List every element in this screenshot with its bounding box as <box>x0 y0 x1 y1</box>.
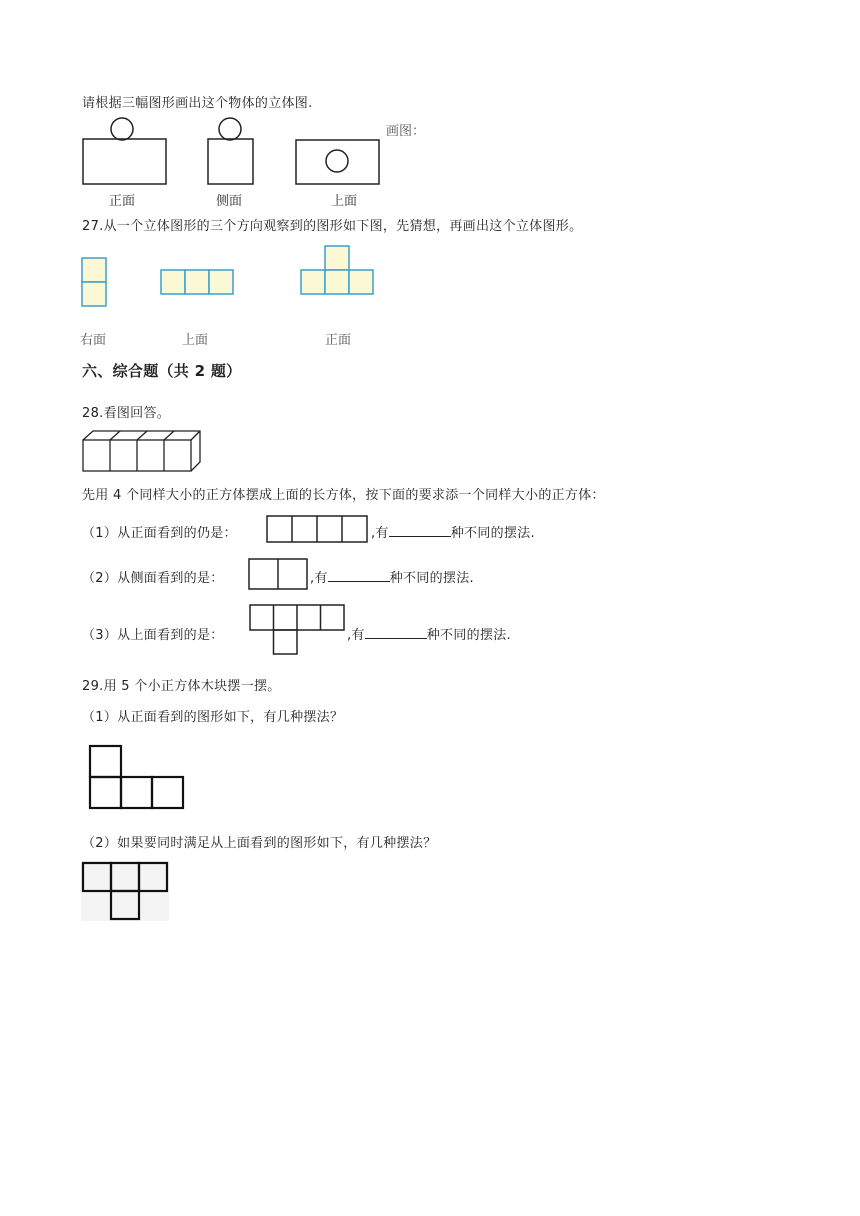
q28-item3-answer-line <box>347 624 511 643</box>
q28-item2-prefix: （2）从侧面看到的是： <box>82 571 224 586</box>
q28-item1-prefix: （1）从正面看到的仍是： <box>82 526 237 541</box>
q26-front-view-figure <box>80 116 172 188</box>
q27-front-label: 正面 <box>325 333 352 348</box>
q27-prompt: 27.从一个立体图形的三个方向观察到的图形如下图，先猜想，再画出这个立体图形。 <box>82 219 583 234</box>
q27-right-label: 右面 <box>80 333 107 348</box>
q28-item1-answer-line <box>371 522 535 541</box>
q28-item3-blank[interactable] <box>365 625 427 639</box>
q28-item2-suffix: 种不同的摆法. <box>389 571 474 586</box>
q28-title: 28.看图回答。 <box>82 406 171 421</box>
q29-front-view-figure <box>88 744 186 810</box>
q26-side-label: 侧面 <box>216 194 243 209</box>
q26-prompt: 请根据三幅图形画出这个物体的立体图. <box>82 96 313 111</box>
q27-top-view-figure <box>159 268 239 298</box>
q28-item1-blank[interactable] <box>389 523 451 537</box>
q29-sub2: （2）如果要同时满足从上面看到的图形如下，有几种摆法？ <box>82 836 437 851</box>
q28-item1-mid: ,有 <box>371 526 389 541</box>
q26-front-label: 正面 <box>109 194 136 209</box>
q28-item1-suffix: 种不同的摆法. <box>450 526 535 541</box>
q28-item3-mid: ,有 <box>347 628 365 643</box>
q28-item2-mid: ,有 <box>310 571 328 586</box>
q26-side-view-figure <box>205 116 261 188</box>
q28-item2-blank[interactable] <box>328 568 390 582</box>
q29-top-view-figure <box>81 861 169 921</box>
q28-cuboid-figure <box>82 430 204 474</box>
q28-item2-side-figure <box>248 558 310 592</box>
section6-title: 六、综合题（共 2 题） <box>82 362 242 380</box>
q28-item3-top-figure <box>249 604 347 656</box>
q26-draw-label: 画图： <box>386 124 426 139</box>
q26-top-label: 上面 <box>331 194 358 209</box>
q27-right-view-figure <box>80 256 110 310</box>
q28-item3-suffix: 种不同的摆法. <box>426 628 511 643</box>
q26-top-view-figure <box>293 137 383 187</box>
q29-sub1: （1）从正面看到的图形如下，有几种摆法？ <box>82 710 344 725</box>
q28-item2-answer-line <box>310 567 474 586</box>
q28-item3-prefix: （3）从上面看到的是： <box>82 628 224 643</box>
q29-title: 29.用 5 个小正方体木块摆一摆。 <box>82 679 281 694</box>
q28-item1-front-figure <box>266 515 370 545</box>
q27-front-view-figure <box>299 244 379 300</box>
q27-top-label: 上面 <box>182 333 209 348</box>
q28-intro: 先用 4 个同样大小的正方体摆成上面的长方体，按下面的要求添一个同样大小的正方体： <box>82 488 605 503</box>
